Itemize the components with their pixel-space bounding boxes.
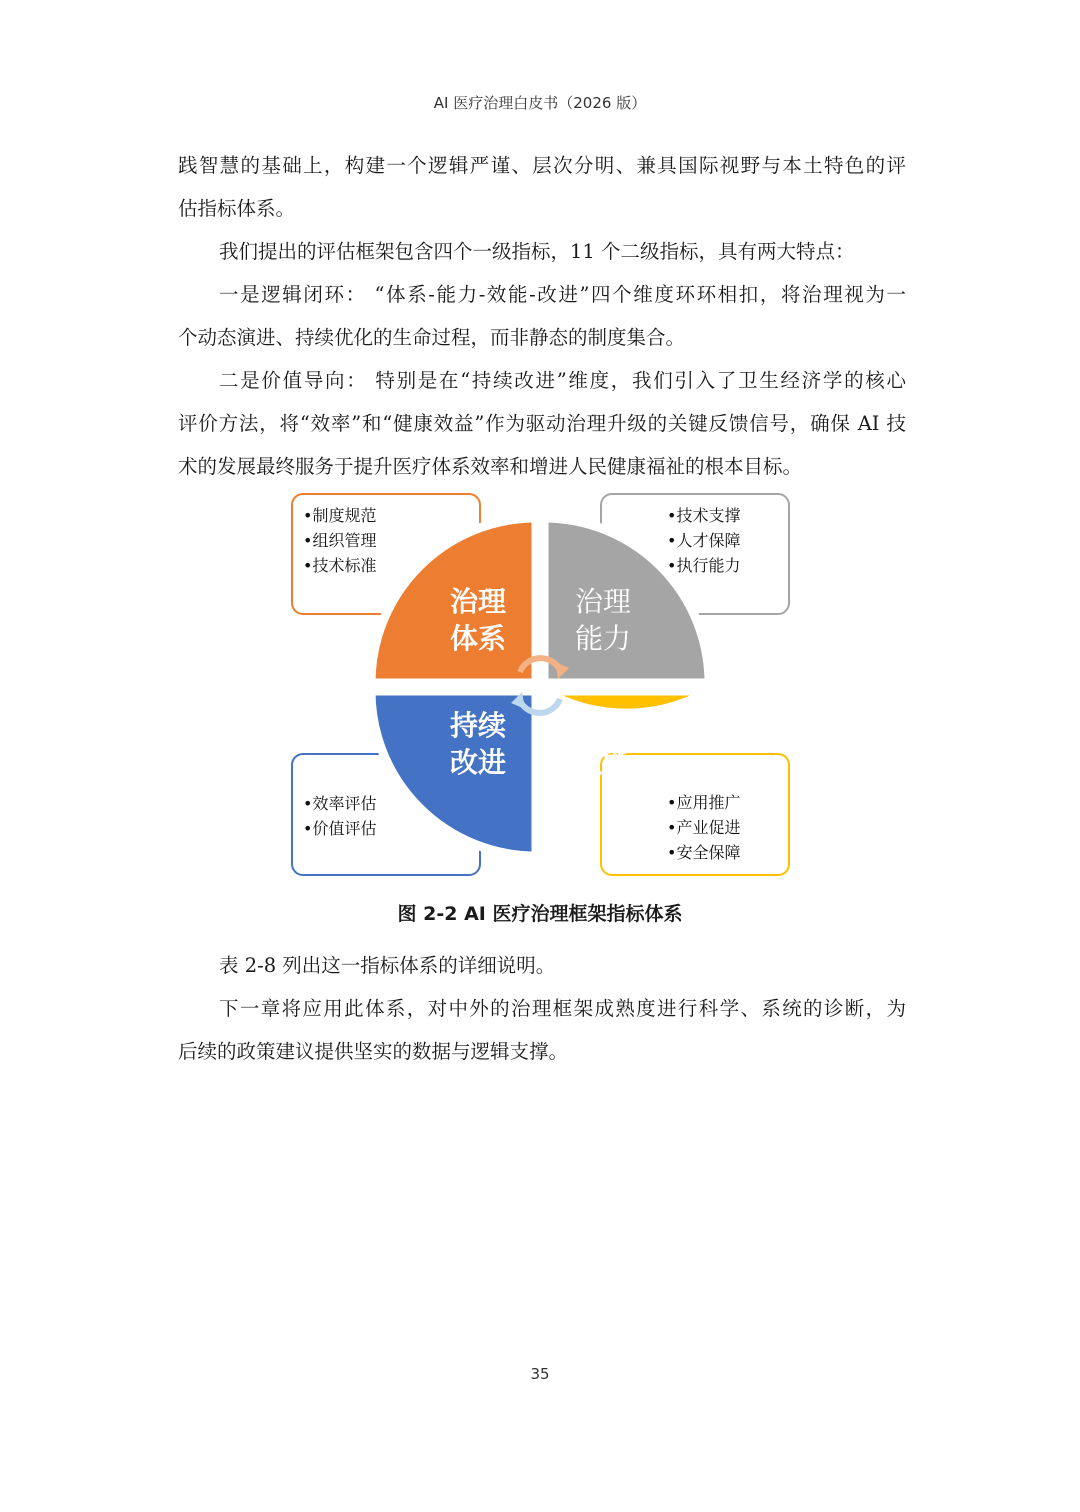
list-item: • 技术标准 [303,553,479,578]
paragraph [178,273,906,359]
text-line: 评价方法，将“效率”和“健康效益”作为驱动治理升级的关键反馈信号，确保 AI 技 [178,412,906,435]
text-line: 一是逻辑闭环： “体系-能力-效能-改进”四个维度环环相扣，将治理视为一 [219,283,906,306]
list-item: • 安全保障 [667,840,788,865]
body-text-continued [178,944,906,1073]
page-number: 35 [530,1365,550,1383]
effectiveness-quadrant-label: 治理 效能 [574,709,631,779]
text-line: 我们提出的评估框架包含四个一级指标，11 个二级指标，具有两大特点： [219,240,855,263]
body-text [178,144,906,488]
paragraph [178,144,906,230]
text-line: 个动态演进、持续优化的生命过程，而非静态的制度集合。 [178,326,686,349]
list-item: • 技术支撑 [667,503,788,528]
list-item: • 制度规范 [303,503,479,528]
figure-caption: 图 2-2 AI 医疗治理框架指标体系 [397,903,683,925]
list-item: • 应用推广 [667,790,788,815]
list-item: • 价值评估 [303,816,479,841]
paragraph [178,359,906,488]
text-line: 二是价值导向： 特别是在“持续改进”维度，我们引入了卫生经济学的核心 [219,369,906,392]
text-line: 后续的政策建议提供坚实的数据与逻辑支撑。 [178,1040,569,1063]
quadrant-circle [288,490,792,880]
paragraph [178,944,906,987]
text-line: 下一章将应用此体系，对中外的治理框架成熟度进行科学、系统的诊断，为 [219,997,906,1020]
capability-quadrant-label: 治理 能力 [574,585,631,655]
list-item: • 效率评估 [303,791,479,816]
improvement-quadrant-label: 持续 改进 [449,709,506,779]
framework-diagram [288,490,792,880]
list-item: • 执行能力 [667,553,788,578]
text-line: 表 2-8 列出这一指标体系的详细说明。 [219,954,556,977]
paragraph [178,987,906,1073]
text-line: 术的发展最终服务于提升医疗体系效率和增进人民健康福祉的根本目标。 [178,455,803,478]
text-line: 估指标体系。 [178,197,296,220]
running-header: AI 医疗治理白皮书（2026 版） [433,94,647,112]
list-item: • 人才保障 [667,528,788,553]
list-item: • 产业促进 [667,815,788,840]
text-line: 践智慧的基础上，构建一个逻辑严谨、层次分明、兼具国际视野与本土特色的评 [178,154,906,177]
paragraph [178,230,906,273]
list-item: • 组织管理 [303,528,479,553]
system-quadrant-label: 治理 体系 [449,585,506,655]
